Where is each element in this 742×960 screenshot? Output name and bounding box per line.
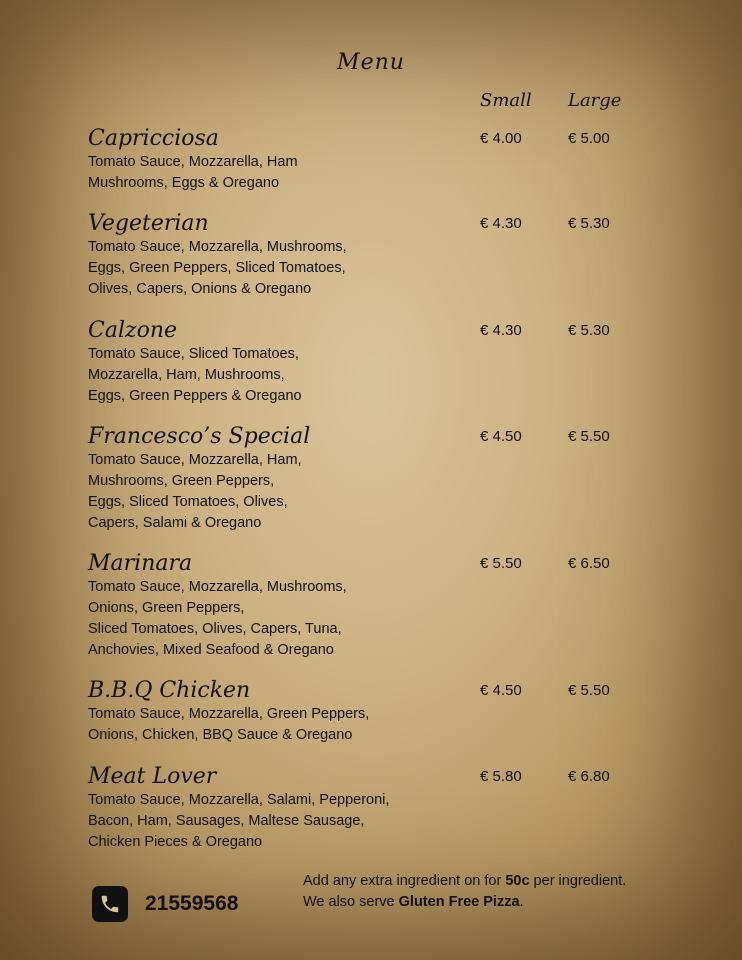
menu-item-capricciosa [88,126,708,194]
item-description [88,344,708,407]
desc-line: Capers, Salami & Oregano [88,515,262,531]
gluten-free-note: We also serve Gluten Free Pizza. [303,894,524,910]
desc-line: Olives, Capers, Onions & Oregano [88,281,312,297]
price-large: € 5.30 [568,215,610,232]
desc-line: Eggs, Sliced Tomatoes, Olives, [88,494,288,510]
item-description [88,577,708,661]
menu-item-bbq-chicken [88,678,708,746]
price-small: € 4.50 [480,682,522,699]
menu-item-calzone [88,318,708,407]
item-name: Capricciosa [88,126,219,151]
phone-contact [92,886,238,922]
desc-line: Onions, Green Peppers, [88,600,245,616]
desc-line: Tomato Sauce, Mozzarella, Green Peppers, [88,706,370,722]
price-small: € 4.30 [480,322,522,339]
item-description [88,237,708,300]
item-name: Calzone [88,318,178,343]
menu-title: Menu [337,50,405,75]
desc-line: Tomato Sauce, Mozzarella, Salami, Pepperoni, [88,792,390,808]
item-description [88,790,708,853]
price-large: € 5.50 [568,428,610,445]
desc-line: Tomato Sauce, Sliced Tomatoes, [88,346,299,362]
desc-line: Mushrooms, Green Peppers, [88,473,275,489]
desc-line: Eggs, Green Peppers & Oregano [88,388,302,404]
desc-line: Sliced Tomatoes, Olives, Capers, Tuna, [88,621,342,637]
menu-item-marinara [88,551,708,661]
price-small: € 5.80 [480,768,522,785]
item-name: Francesco’s Special [88,424,311,449]
desc-line: Tomato Sauce, Mozzarella, Mushrooms, [88,579,347,595]
phone-number: 21559568 [145,892,239,915]
column-header-large: Large [568,90,622,111]
item-name: Vegeterian [88,211,209,236]
price-large: € 6.80 [568,768,610,785]
gluten-free-label: Gluten Free Pizza [398,894,520,910]
item-name: B.B.Q Chicken [88,678,251,703]
menu-item-francescos-special [88,424,708,534]
desc-line: Onions, Chicken, BBQ Sauce & Oregano [88,727,353,743]
desc-line: Tomato Sauce, Mozzarella, Ham [88,154,298,170]
item-description [88,704,708,746]
footer-notes [303,871,626,913]
phone-icon [92,886,128,922]
price-small: € 4.50 [480,428,522,445]
price-small: € 5.50 [480,555,522,572]
desc-line: Mozzarella, Ham, Mushrooms, [88,367,285,383]
extra-price: 50c [505,873,530,889]
item-name: Marinara [88,551,193,576]
desc-line: Bacon, Ham, Sausages, Maltese Sausage, [88,813,365,829]
price-small: € 4.30 [480,215,522,232]
item-description [88,450,708,534]
menu-item-vegeterian [88,211,708,300]
desc-line: Tomato Sauce, Mozzarella, Mushrooms, [88,239,347,255]
price-small: € 4.00 [480,130,522,147]
price-large: € 6.50 [568,555,610,572]
desc-line: Mushrooms, Eggs & Oregano [88,175,280,191]
price-large: € 5.30 [568,322,610,339]
item-name: Meat Lover [88,764,217,789]
desc-line: Tomato Sauce, Mozzarella, Ham, [88,452,302,468]
desc-line: Anchovies, Mixed Seafood & Oregano [88,642,334,658]
desc-line: Chicken Pieces & Oregano [88,834,263,850]
column-header-small: Small [480,90,532,111]
extra-ingredient-note: Add any extra ingredient on for 50c per ingredient. [303,873,627,889]
item-description [88,152,708,194]
price-large: € 5.50 [568,682,610,699]
menu-item-meat-lover [88,764,708,853]
price-large: € 5.00 [568,130,610,147]
desc-line: Eggs, Green Peppers, Sliced Tomatoes, [88,260,346,276]
